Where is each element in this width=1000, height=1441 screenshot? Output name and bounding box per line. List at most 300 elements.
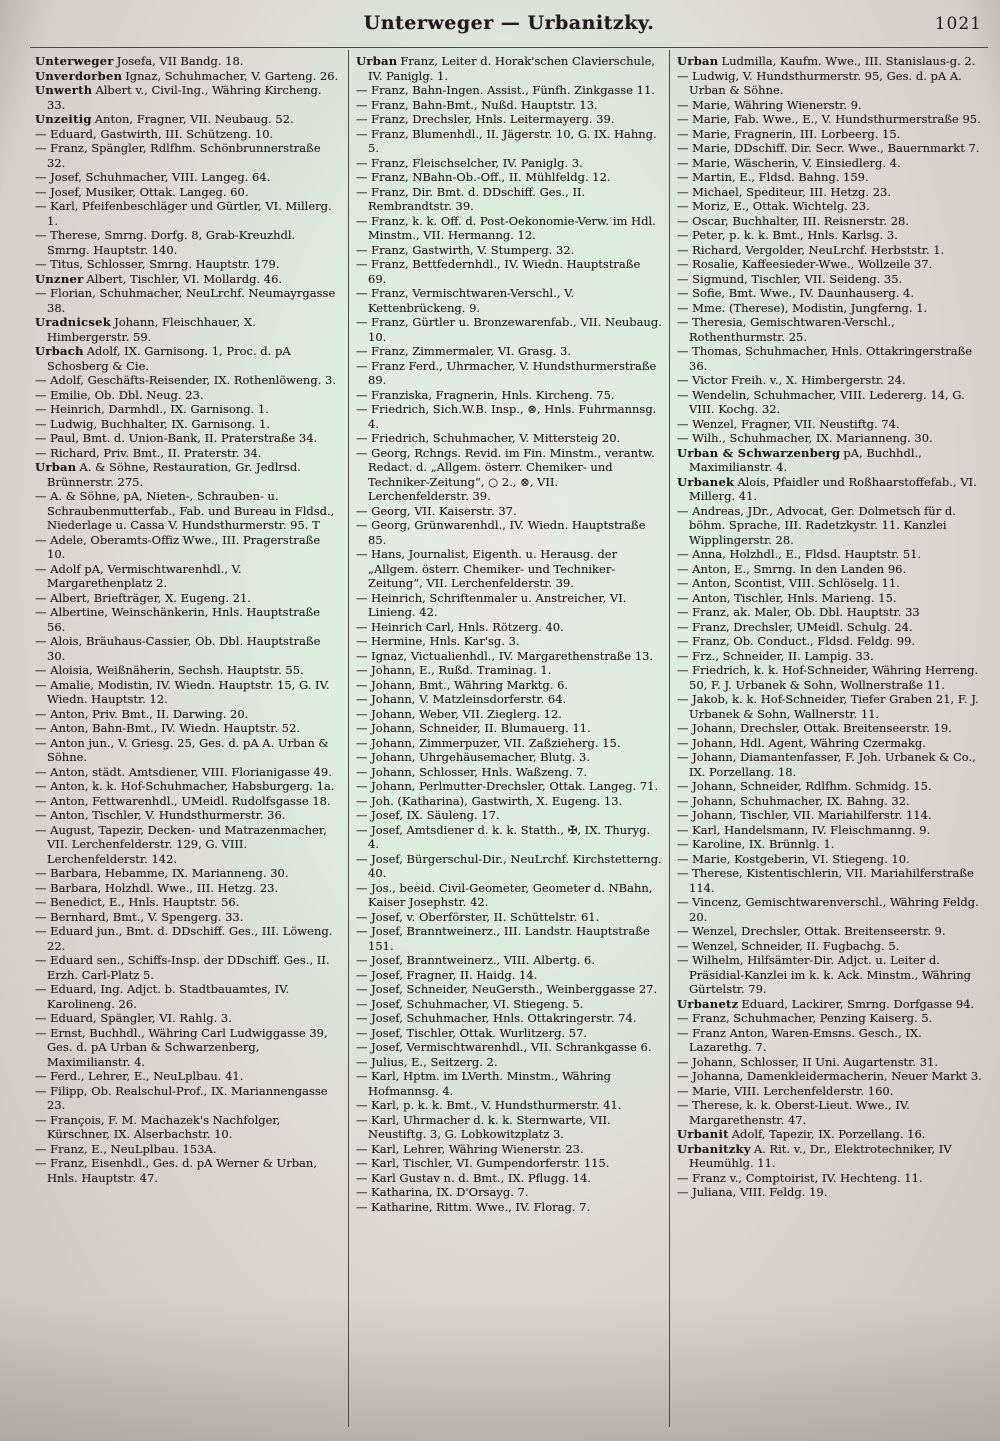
entry-text: A. & Söhne, Restauration, Gr. Jedlrsd. Brünnerstr. 275. (47, 460, 301, 489)
directory-entry (35, 866, 341, 881)
directory-entry (356, 663, 662, 678)
directory-entry (677, 1069, 983, 1084)
entry-text: — Karoline, IX. Brünnlg. 1. (677, 837, 835, 851)
directory-entry (35, 1113, 341, 1142)
directory-entry (35, 460, 341, 489)
entry-text: — Franz, Vermischtwaren-Verschl., V. Kettenbrückeng. 9. (356, 286, 575, 315)
entry-text: — Jos., beeid. Civil-Geometer, Geometer d. NBahn, Kaiser Josephstr. 42. (356, 880, 653, 909)
directory-entry (356, 924, 662, 953)
directory-entry (35, 272, 341, 287)
entry-text: — Johann, Diamantenfasser, F. Joh. Urbanek & Co., IX. Porzellang. 18. (677, 750, 976, 779)
directory-entry (677, 823, 983, 838)
directory-entry (356, 1142, 662, 1157)
directory-entry (35, 402, 341, 417)
entry-text: — Franz, Drechsler, UMeidl. Schulg. 24. (677, 619, 913, 634)
entry-text: — Moriz, E., Ottak. Wichtelg. 23. (677, 199, 870, 213)
directory-entry (677, 54, 983, 69)
directory-entry (356, 852, 662, 881)
directory-entry (35, 127, 341, 142)
directory-entry (356, 1098, 662, 1113)
entry-surname: Urbach (35, 344, 84, 358)
entry-text: — Marie, Wäscherin, V. Einsiedlerg. 4. (677, 155, 901, 170)
entry-surname: Uradnicsek (35, 315, 112, 329)
directory-entry (35, 1084, 341, 1113)
entry-text: — Vincenz, Gemischtwarenverschl., Währing Feldg. 20. (677, 895, 979, 924)
directory-entry (356, 678, 662, 693)
directory-entry (356, 446, 662, 504)
directory-entry (677, 301, 983, 316)
directory-entry (677, 866, 983, 895)
entry-text: — Marie, DDschiff. Dir. Secr. Wwe., Bauernmarkt 7. (677, 141, 980, 155)
directory-entry (677, 953, 983, 997)
directory-column-2 (348, 50, 669, 1427)
directory-entry (35, 533, 341, 562)
directory-entry (35, 257, 341, 272)
entry-text: Adolf, Tapezir, IX. Porzellang. 16. (731, 1127, 926, 1141)
running-title: Unterweger — Urbanitzky. (363, 12, 655, 34)
directory-entry (356, 808, 662, 823)
entry-text: — Anton jun., V. Griesg. 25, Ges. d. pA A. Urban & Söhne. (35, 735, 329, 764)
directory-entry (356, 170, 662, 185)
directory-entry (677, 344, 983, 373)
directory-entry (356, 156, 662, 171)
directory-entry (677, 228, 983, 243)
entry-surname: Unwerth (35, 83, 93, 97)
entry-text: — Therese, Smrng. Dorfg. 8, Grab-Kreuzhdl. Smrng. Hauptstr. 140. (35, 228, 296, 257)
directory-entry (356, 1185, 662, 1200)
directory-entry (677, 388, 983, 417)
entry-text: — Theresia, Gemischtwaren-Verschl., Rothenthurmstr. 25. (677, 315, 895, 344)
entry-text: — Mme. (Therese), Modistin, Jungferng. 1. (677, 300, 928, 315)
directory-entry (356, 634, 662, 649)
entry-text: — Anna, Holzhdl., E., Fldsd. Hauptstr. 51. (677, 547, 922, 561)
entry-text: — Karl, Handelsmann, IV. Fleischmanng. 9. (677, 822, 931, 837)
directory-entry (35, 634, 341, 663)
entry-text: — Franz, Bahn-Bmt., Nußd. Hauptstr. 13. (356, 97, 598, 112)
entry-text: — Franz, NBahn-Ob.-Off., II. Mühlfeldg. 12. (356, 170, 611, 184)
entry-text: — Josef, Schuhmacher, VI. Stiegeng. 5. (356, 996, 584, 1011)
entry-text: — Johann, V. Matzleinsdorferstr. 64. (356, 692, 567, 706)
entry-text: — Wendelin, Schuhmacher, VIII. Ledererg. 14, G. VIII. Kochg. 32. (677, 387, 965, 416)
directory-entry (35, 605, 341, 634)
entry-text: — Anton, Scontist, VIII. Schlöselg. 11. (677, 576, 900, 590)
directory-entry (677, 185, 983, 200)
directory-entry (356, 721, 662, 736)
directory-entry (35, 388, 341, 403)
entry-surname: Unzner (35, 271, 84, 286)
directory-entry (677, 272, 983, 287)
directory-entry (677, 315, 983, 344)
directory-entry (35, 765, 341, 780)
entry-text: — Franz, Eisenhdl., Ges. d. pA Werner & Urban, Hnls. Hauptstr. 47. (35, 1156, 317, 1185)
directory-entry (677, 562, 983, 577)
entry-text: — Franz Ferd., Uhrmacher, V. Hundsthurmerstraße 89. (356, 358, 657, 387)
directory-entry (356, 214, 662, 243)
entry-text: Josefa, VII Bandg. 18. (116, 54, 244, 68)
directory-entry (677, 721, 983, 736)
entry-text: — Andreas, JDr., Advocat, Ger. Dolmetsch für d. böhm. Sprache, III. Radetzkystr. 11. Kanzlei Wipplingerstr. 28. (677, 503, 956, 547)
directory-entry (677, 837, 983, 852)
directory-entry (356, 1200, 662, 1215)
directory-entry (356, 431, 662, 446)
entry-text: — Ludwig, V. Hundsthurmerstr. 95, Ges. d. pA A. Urban & Söhne. (677, 68, 962, 97)
directory-entry (356, 910, 662, 925)
entry-text: — Franz, Gastwirth, V. Stumperg. 32. (356, 242, 575, 257)
entry-text: — A. & Söhne, pA, Nieten-, Schrauben- u. Schraubenmutterfab., Fab. und Bureau in Fldsd., Niederlage u. Cassa V. Hundsthurmerstr. 95. T (35, 489, 335, 532)
entry-text: — Anton, E., Smrng. In den Landen 96. (677, 561, 907, 576)
entry-text: — Franz Anton, Waren-Emsns. Gesch., IX. Lazarethg. 7. (677, 1025, 922, 1054)
directory-entry (677, 1026, 983, 1055)
directory-entry (356, 982, 662, 997)
directory-entry (356, 1171, 662, 1186)
entry-text: — Franz v., Comptoirist, IV. Hechteng. 11. (677, 1170, 923, 1185)
entry-text: — Katharina, IX. D'Orsayg. 7. (356, 1185, 529, 1199)
directory-entry (35, 562, 341, 591)
entry-surname: Urbanetz (677, 996, 739, 1011)
directory-entry (35, 881, 341, 896)
directory-entry (677, 939, 983, 954)
entry-text: — Franz, Ob. Conduct., Fldsd. Feldg. 99. (677, 634, 916, 648)
entry-text: — Georg, Grünwarenhdl., IV. Wiedn. Hauptstraße 85. (356, 518, 646, 547)
directory-entry (35, 1156, 341, 1185)
entry-text: A. Rit. v., Dr., Elektrotechniker, IV Heumühlg. 11. (689, 1141, 952, 1170)
directory-entry (35, 1142, 341, 1157)
entry-text: — Marie, Währing Wienerstr. 9. (677, 97, 862, 112)
entry-text: — Frz., Schneider, II. Lampig. 33. (677, 648, 874, 663)
directory-entry (677, 750, 983, 779)
entry-text: — Florian, Schuhmacher, NeuLrchf. Neumayrgasse 38. (35, 286, 336, 315)
entry-text: — Ernst, Buchhdl., Währing Carl Ludwiggasse 39, Ges. d. pA Urban & Schwarzenberg, Maximilianstr. 4. (35, 1025, 328, 1069)
entry-text: — Georg, Rchngs. Revid. im Fin. Minstm., verantw. Redact. d. „Allgem. österr. Chemiker- und Techniker-Zeitung“, ○ 2., ⊗, VII. Lerchenfelderstr. 39. (356, 445, 655, 503)
entry-surname: Urbanit (677, 1127, 729, 1141)
directory-entry (35, 112, 341, 127)
entry-text: Ludmilla, Kaufm. Wwe., III. Stanislaus-g. 2. (721, 54, 976, 68)
entry-text: — Rosalie, Kaffeesieder-Wwe., Wollzeile 37. (677, 257, 933, 271)
directory-entry (677, 547, 983, 562)
directory-entry (677, 924, 983, 939)
directory-entry (35, 678, 341, 707)
directory-entry (677, 475, 983, 504)
directory-entry (677, 98, 983, 113)
entry-text: — Anton, Fettwarenhdl., UMeidl. Rudolfsgasse 18. (35, 793, 331, 808)
entry-text: — Ferd., Lehrer, E., NeuLplbau. 41. (35, 1069, 244, 1083)
directory-entry (356, 344, 662, 359)
directory-entry (35, 591, 341, 606)
directory-entry (677, 1084, 983, 1099)
directory-entry (356, 83, 662, 98)
directory-entry (677, 141, 983, 156)
directory-entry (677, 417, 983, 432)
directory-entry (677, 576, 983, 591)
entry-text: — Heinrich, Darmhdl., IX. Garnisong. 1. (35, 402, 269, 416)
directory-entry (35, 1026, 341, 1070)
directory-columns (28, 50, 990, 1427)
entry-text: — Alois, Bräuhaus-Cassier, Ob. Dbl. Hauptstraße 30. (35, 634, 321, 663)
directory-entry (356, 1055, 662, 1070)
entry-text: — Victor Freih. v., X. Himbergerstr. 24. (677, 373, 906, 387)
directory-entry (356, 997, 662, 1012)
entry-text: — Franz, Spängler, Rdlfhm. Schönbrunnerstraße 32. (35, 141, 321, 170)
directory-entry (356, 98, 662, 113)
entry-text: — Anton, Bahn-Bmt., IV. Wiedn. Hauptstr. 52. (35, 721, 301, 735)
entry-text: — Wenzel, Fragner, VII. Neustiftg. 74. (677, 416, 900, 431)
entry-text: — Josef, Branntweinerz., III. Landstr. Hauptstraße 151. (356, 924, 650, 953)
entry-text: — Therese, Kistentischlerin, VII. Mariahilferstraße 114. (677, 866, 974, 895)
directory-entry (35, 895, 341, 910)
entry-text: — Johann, E., Rußd. Traminag. 1. (356, 663, 552, 677)
entry-text: — Josef, Musiker, Ottak. Langeg. 60. (35, 184, 249, 199)
entry-text: — Joh. (Katharina), Gastwirth, X. Eugeng. 13. (356, 793, 623, 808)
entry-surname: Urban (35, 460, 77, 474)
directory-entry (35, 1011, 341, 1026)
entry-text: — Adolf pA, Vermischtwarenhdl., V. Margarethenplatz 2. (35, 561, 242, 590)
entry-text: — Wenzel, Schneider, II. Fugbachg. 5. (677, 938, 900, 953)
directory-entry (677, 446, 983, 475)
entry-surname: Urbanek (677, 474, 735, 489)
entry-text: — Paul, Bmt. d. Union-Bank, II. Praterstraße 34. (35, 431, 318, 445)
directory-entry (677, 663, 983, 692)
directory-column-1 (28, 50, 348, 1427)
entry-text: — Marie, Fragnerin, III. Lorbeerg. 15. (677, 126, 901, 141)
directory-entry (677, 1055, 983, 1070)
entry-text: — Barbara, Holzhdl. Wwe., III. Hetzg. 23. (35, 880, 279, 895)
entry-text: — Aloisia, Weißnäherin, Sechsh. Hauptstr. 55. (35, 663, 304, 677)
entry-text: — Eduard, Spängler, VI. Rahlg. 3. (35, 1011, 232, 1025)
entry-text: — Eduard sen., Schiffs-Insp. der DDschiff. Ges., II. Erzh. Carl-Platz 5. (35, 953, 330, 982)
directory-entry (677, 1011, 983, 1026)
directory-entry (35, 823, 341, 867)
entry-text: — Sigmund, Tischler, VII. Seideng. 35. (677, 271, 903, 286)
entry-text: — Franz, Bettfedernhdl., IV. Wiedn. Hauptstraße 69. (356, 257, 641, 286)
directory-entry (356, 823, 662, 852)
directory-entry (356, 1040, 662, 1055)
entry-text: Eduard, Lackirer, Smrng. Dorfgasse 94. (741, 996, 975, 1011)
entry-text: — Franz, Schuhmacher, Penzing Kaiserg. 5. (677, 1011, 933, 1025)
directory-entry (677, 620, 983, 635)
header-rule (30, 47, 988, 48)
directory-entry (35, 721, 341, 736)
entry-text: — Karl, p. k. k. Bmt., V. Hundsthurmerstr. 41. (356, 1098, 622, 1112)
directory-entry (356, 620, 662, 635)
directory-entry (677, 808, 983, 823)
directory-entry (35, 736, 341, 765)
directory-entry (35, 170, 341, 185)
directory-entry (35, 54, 341, 69)
entry-text: Alois, Pfaidler und Roßhaarstoffefab., VI. Millerg. 41. (689, 474, 977, 503)
directory-entry (356, 881, 662, 910)
directory-entry (356, 1011, 662, 1026)
entry-text: — Friedrich, Schuhmacher, V. Mittersteig 20. (356, 431, 621, 445)
directory-entry (677, 170, 983, 185)
directory-entry (356, 765, 662, 780)
directory-entry (35, 199, 341, 228)
directory-entry (356, 591, 662, 620)
entry-text: — Josef, Amtsdiener d. k. k. Statth., ✠, IX. Thuryg. 4. (356, 822, 651, 851)
entry-text: — Franz, Drechsler, Hnls. Leitermayerg. 39. (356, 112, 615, 126)
entry-text: — Franz, Zimmermaler, VI. Grasg. 3. (356, 344, 572, 358)
directory-entry (677, 69, 983, 98)
entry-text: — Katharine, Rittm. Wwe., IV. Florag. 7. (356, 1199, 591, 1214)
directory-entry (356, 707, 662, 722)
directory-entry (677, 243, 983, 258)
entry-text: — Franz, Bahn-Ingen. Assist., Fünfh. Zinkgasse 11. (356, 83, 655, 97)
directory-entry (35, 707, 341, 722)
entry-text: — Oscar, Buchhalter, III. Reisnerstr. 28. (677, 213, 909, 228)
directory-entry (677, 1127, 983, 1142)
entry-text: — Heinrich, Schriftenmaler u. Anstreicher, VI. Linieng. 42. (356, 590, 627, 619)
directory-entry (35, 344, 341, 373)
entry-surname: Unterweger (35, 54, 114, 68)
entry-text: — Franz, Fleischselcher, IV. Paniglg. 3. (356, 155, 583, 170)
directory-entry (35, 779, 341, 794)
directory-entry (35, 663, 341, 678)
directory-entry (677, 156, 983, 171)
directory-entry (356, 504, 662, 519)
entry-text: — Johanna, Damenkleidermacherin, Neuer Markt 3. (677, 1069, 982, 1083)
directory-entry (35, 489, 341, 533)
entry-text: — Johann, Drechsler, Ottak. Breitenseerstr. 19. (677, 721, 952, 735)
entry-surname: Unverdorben (35, 68, 123, 83)
directory-entry (356, 692, 662, 707)
entry-text: — Karl, Hptm. im LVerth. Minstm., Währing Hofmannsg. 4. (356, 1069, 611, 1098)
entry-text: — Anton, Tischler, Hnls. Marieng. 15. (677, 590, 897, 605)
directory-entry (35, 69, 341, 84)
entry-surname: Urban (677, 54, 719, 68)
directory-entry (677, 504, 983, 548)
directory-entry (35, 924, 341, 953)
directory-entry (356, 127, 662, 156)
directory-entry (677, 112, 983, 127)
directory-entry (677, 997, 983, 1012)
entry-text: — Franz, E., NeuLplbau. 153A. (35, 1141, 217, 1156)
entry-text: Albert, Tischler, VI. Mollardg. 46. (86, 271, 283, 286)
entry-text: — Anton, Tischler, V. Hundsthurmerstr. 36. (35, 808, 286, 822)
entry-text: — Josef, Branntweinerz., VIII. Albertg. 6. (356, 953, 596, 967)
entry-text: Albert v., Civil-Ing., Währing Kircheng. 33. (47, 83, 322, 112)
directory-entry (35, 83, 341, 112)
entry-text: — Johann, Schuhmacher, IX. Bahng. 32. (677, 793, 910, 808)
entry-text: — Amalie, Modistin, IV. Wiedn. Hauptstr. 15, G. IV. Wiedn. Hauptstr. 12. (35, 677, 330, 706)
directory-entry (356, 779, 662, 794)
directory-entry (35, 185, 341, 200)
entry-text: — Anton, städt. Amtsdiener, VIII. Florianigasse 49. (35, 764, 332, 779)
entry-text: — Johann, Schneider, II. Blumauerg. 11. (356, 721, 591, 735)
entry-text: Johann, Fleischhauer, X. Himbergerstr. 59. (47, 315, 256, 344)
entry-text: — Josef, Schneider, NeuGersth., Weinberggasse 27. (356, 982, 658, 996)
directory-entry (677, 779, 983, 794)
entry-text: — Josef, Schuhmacher, Hnls. Ottakringerstr. 74. (356, 1011, 637, 1025)
directory-entry (356, 736, 662, 751)
entry-text: — Franz, Blumenhdl., II. Jägerstr. 10, G. IX. Hahng. 5. (356, 126, 657, 155)
entry-text: — Johann, Zimmerpuzer, VII. Zaßzieherg. 15. (356, 735, 621, 750)
entry-text: — Georg, VII. Kaiserstr. 37. (356, 503, 517, 518)
entry-text: — Therese, k. k. Oberst-Lieut. Wwe., IV. Margarethenstr. 47. (677, 1098, 910, 1127)
entry-text: — Sofie, Bmt. Wwe., IV. Daunhauserg. 4. (677, 286, 915, 300)
directory-entry (677, 1171, 983, 1186)
entry-text: — Barbara, Hebamme, IX. Marianneng. 30. (35, 866, 289, 880)
entry-text: — Ignaz, Victualienhdl., IV. Margarethenstraße 13. (356, 648, 654, 663)
directory-column-3 (669, 50, 990, 1427)
directory-entry (677, 257, 983, 272)
directory-entry (677, 736, 983, 751)
directory-entry (35, 286, 341, 315)
entry-text: — Friedrich, Sich.W.B. Insp., ⊗, Hnls. Fuhrmannsg. 4. (356, 402, 657, 431)
entry-text: — Anton, Priv. Bmt., II. Darwing. 20. (35, 706, 249, 721)
entry-text: — Marie, Fab. Wwe., E., V. Hundsthurmerstraße 95. (677, 112, 981, 126)
directory-entry (356, 359, 662, 388)
entry-text: — Wenzel, Drechsler, Ottak. Breitenseerstr. 9. (677, 924, 946, 938)
directory-entry (35, 141, 341, 170)
directory-entry (35, 953, 341, 982)
entry-text: — Johann, Hdl. Agent, Währing Czermakg. (677, 735, 926, 750)
entry-text: — Hans, Journalist, Eigenth. u. Herausg. der „Allgem. österr. Chemiker- und Techniker-Zeitung“, VII. Lerchenfelderstr. 39. (356, 547, 618, 590)
entry-text: — Friedrich, k. k. Hof-Schneider, Währing Herreng. 50, F. J. Urbanek & Sohn, Wollnerstraße 11. (677, 663, 979, 692)
entry-text: — Johann, Bmt., Währing Marktg. 6. (356, 677, 569, 692)
entry-text: — Ludwig, Buchhalter, IX. Garnisong. 1. (35, 416, 270, 431)
entry-text: — Emilie, Ob. Dbl. Neug. 23. (35, 387, 204, 402)
entry-surname: Urbanitzky (677, 1141, 751, 1156)
directory-entry (677, 286, 983, 301)
directory-entry (356, 1113, 662, 1142)
entry-text: — Marie, Kostgeberin, VI. Stiegeng. 10. (677, 851, 910, 866)
directory-entry (35, 446, 341, 461)
entry-text: — Franz, Gürtler u. Bronzewarenfab., VII. Neubaug. 10. (356, 315, 662, 344)
entry-text: — Josef, Bürgerschul-Dir., NeuLrchf. Kirchstetterng. 40. (356, 851, 662, 880)
directory-entry (356, 968, 662, 983)
directory-entry (677, 214, 983, 229)
entry-text: — Albertine, Weinschänkerin, Hnls. Hauptstraße 56. (35, 605, 321, 634)
entry-text: — Heinrich Carl, Hnls. Rötzerg. 40. (356, 619, 564, 634)
directory-entry (35, 431, 341, 446)
entry-text: — Albert, Briefträger, X. Eugeng. 21. (35, 590, 251, 605)
directory-entry (356, 257, 662, 286)
directory-entry (356, 1026, 662, 1041)
entry-text: — Franziska, Fragnerin, Hnls. Kircheng. 75. (356, 387, 615, 402)
directory-entry (677, 794, 983, 809)
entry-text: Franz, Leiter d. Horak'schen Clavierschule, IV. Paniglg. 1. (368, 54, 656, 83)
entry-text: — Eduard jun., Bmt. d. DDschiff. Ges., III. Löweng. 22. (35, 924, 333, 953)
entry-text: — Johann, Tischler, VII. Mariahilferstr. 114. (677, 808, 932, 822)
directory-entry (356, 1069, 662, 1098)
directory-entry (677, 895, 983, 924)
entry-text: Adolf, IX. Garnisong. 1, Proc. d. pA Schosberg & Cie. (47, 344, 291, 373)
entry-text: — Franz, ak. Maler, Ob. Dbl. Hauptstr. 33 (677, 605, 920, 619)
entry-text: — Franz, Dir. Bmt. d. DDschiff. Ges., II. Rembrandtstr. 39. (356, 184, 586, 213)
directory-entry (356, 112, 662, 127)
directory-entry (677, 591, 983, 606)
entry-text: — Johann, Perlmutter-Drechsler, Ottak. Langeg. 71. (356, 779, 659, 793)
entry-surname: Urban & Schwarzenberg (677, 445, 841, 460)
entry-text: — Julius, E., Seitzerg. 2. (356, 1054, 498, 1069)
directory-entry (356, 243, 662, 258)
entry-text: — Josef, Schuhmacher, VIII. Langeg. 64. (35, 170, 271, 184)
directory-entry (356, 750, 662, 765)
entry-text: — Adele, Oberamts-Offiz Wwe., III. Pragerstraße 10. (35, 532, 321, 561)
entry-text: — Karl, Uhrmacher d. k. k. Sternwarte, VII. Neustiftg. 3, G. Lobkowitzplatz 3. (356, 1112, 611, 1141)
entry-text: — Eduard, Ing. Adjct. b. Stadtbauamtes, IV. Karolineng. 26. (35, 982, 290, 1011)
entry-text: — Karl Gustav n. d. Bmt., IX. Pflugg. 14. (356, 1170, 592, 1185)
entry-text: — Josef, Fragner, II. Haidg. 14. (356, 967, 538, 982)
directory-entry (677, 199, 983, 214)
entry-text: — Karl, Tischler, VI. Gumpendorferstr. 115. (356, 1156, 610, 1170)
directory-entry (356, 649, 662, 664)
directory-entry (356, 388, 662, 403)
entry-text: — Titus, Schlosser, Smrng. Hauptstr. 179. (35, 257, 280, 271)
directory-entry (35, 315, 341, 344)
directory-entry (35, 910, 341, 925)
directory-entry (356, 402, 662, 431)
directory-entry (677, 1142, 983, 1171)
